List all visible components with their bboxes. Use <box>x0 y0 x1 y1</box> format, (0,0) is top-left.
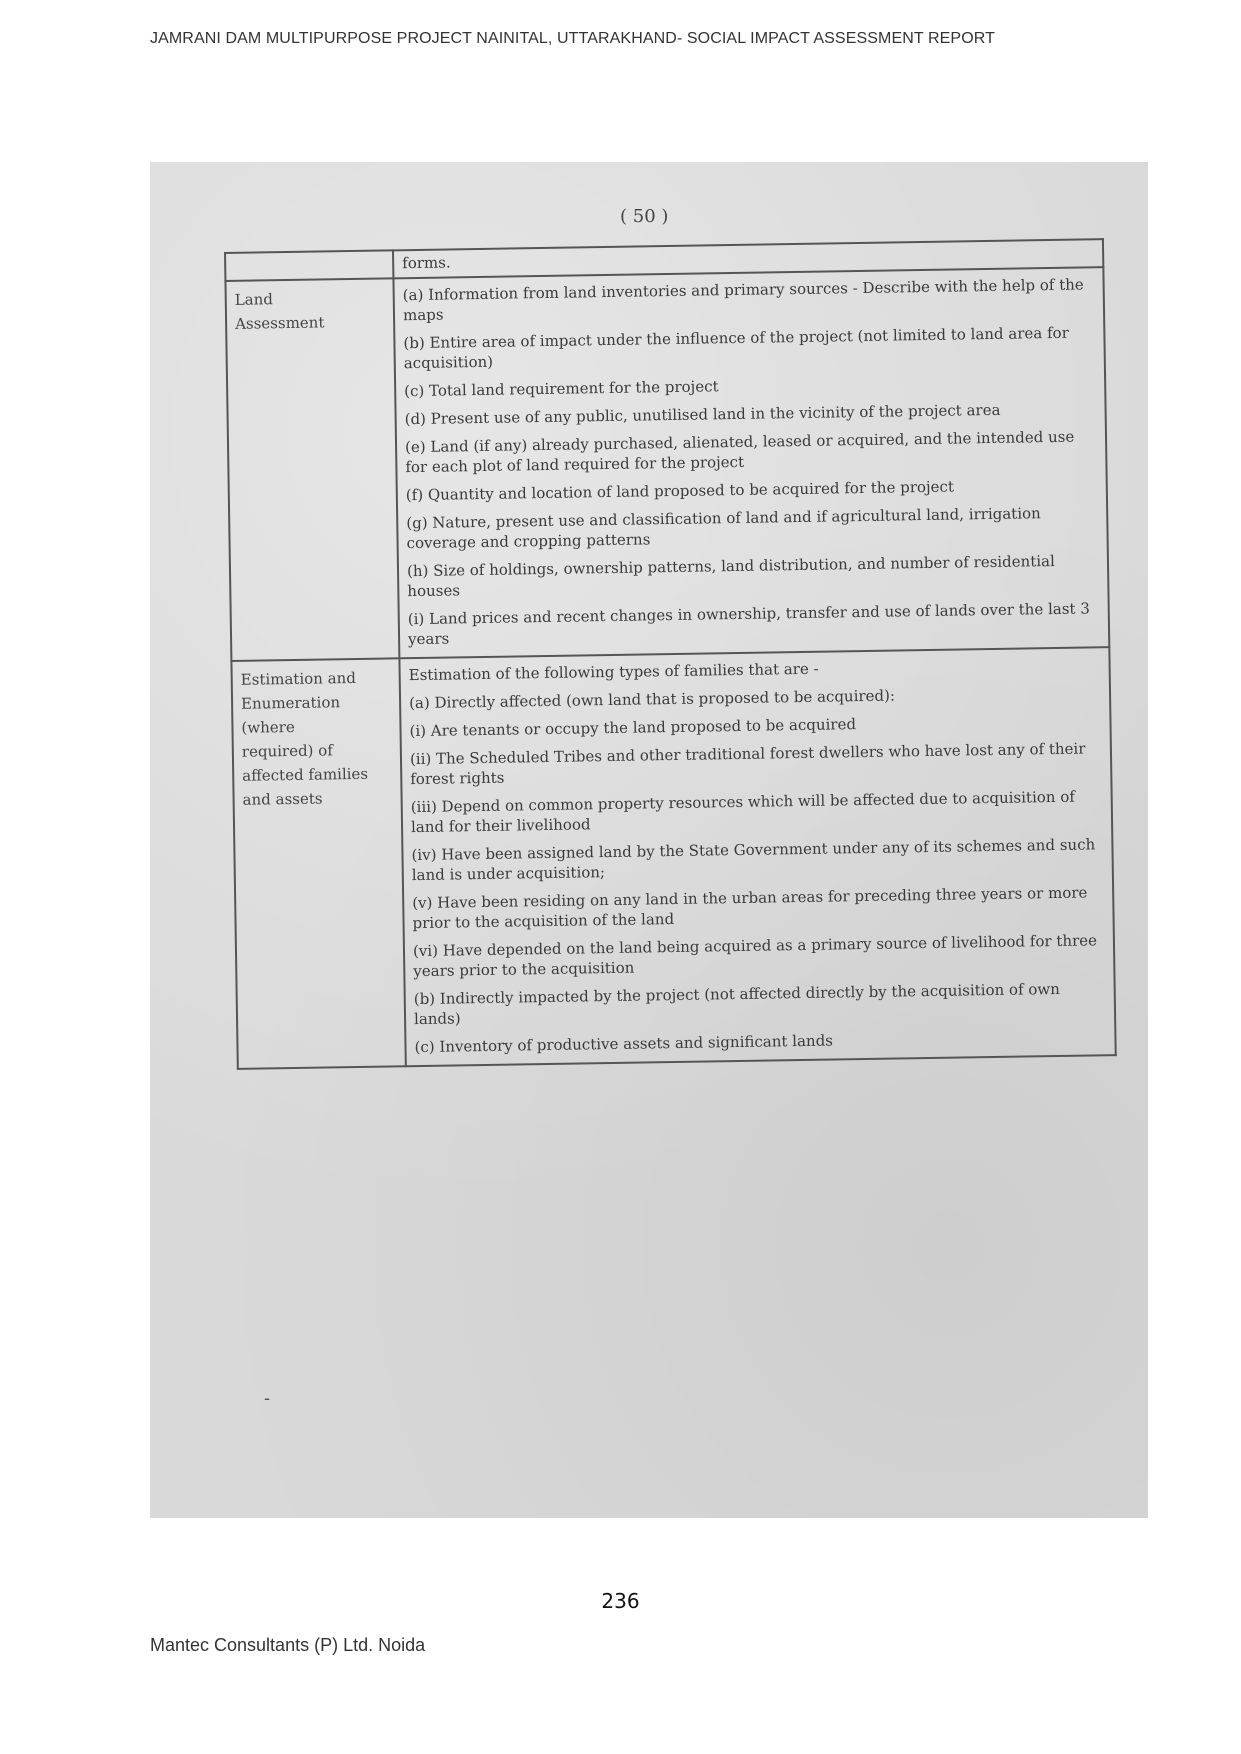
sia-contents-table <box>224 238 1117 1070</box>
list-item: (c) Total land requirement for the project <box>404 377 719 401</box>
list-item: (iv) Have been assigned land by the State Government under any of its schemes and such land is under acquisition; <box>411 835 1096 885</box>
row-label-cell <box>225 278 399 661</box>
list-item: (b) Indirectly impacted by the project (not affected directly by the acquisition of own lands) <box>413 979 1060 1029</box>
table-row-land-assessment <box>225 267 1109 661</box>
page-number: 236 <box>601 1589 640 1613</box>
list-item: (a) Information from land inventories and primary sources - Describe with the help of the maps <box>402 275 1084 325</box>
list-item: (a) Directly affected (own land that is proposed to be acquired): <box>408 686 896 713</box>
list-item: Estimation of the following types of families that are - <box>408 659 819 685</box>
scan-page-label: ( 50 ) <box>620 206 669 227</box>
scan-stray-mark: - <box>264 1388 270 1408</box>
row-label: Land Assessment <box>234 290 325 333</box>
continuation-text: forms. <box>402 253 451 273</box>
list-item: (g) Nature, present use and classification of land and if agricultural land, irrigation coverage and cropping patterns <box>406 504 1041 553</box>
row-items-cell <box>399 647 1115 1066</box>
row-label: Estimation and Enumeration (where required) of affected families and assets <box>240 668 369 809</box>
row-label-cell <box>231 658 405 1069</box>
running-header: JAMRANI DAM MULTIPURPOSE PROJECT NAINITAL, UTTARAKHAND- SOCIAL IMPACT ASSESSMENT REPORT <box>150 30 995 47</box>
list-item: (v) Have been residing on any land in the urban areas for preceding three years or more prior to the acquisition of the land <box>412 883 1088 933</box>
list-item: (vi) Have depended on the land being acquired as a primary source of livelihood for three years prior to the acquisition <box>412 931 1098 981</box>
list-item: (b) Entire area of impact under the influence of the project (not limited to land area for acquisition) <box>403 323 1069 373</box>
row-items-cell <box>393 267 1109 658</box>
scanned-page-image <box>150 162 1148 1518</box>
list-item: (ii) The Scheduled Tribes and other traditional forest dwellers who have lost any of their forest rights <box>409 739 1086 789</box>
list-item: (iii) Depend on common property resources which will be affected due to acquisition of land for their livelihood <box>410 787 1075 837</box>
list-item: (f) Quantity and location of land proposed to be acquired for the project <box>405 477 955 505</box>
list-item: (e) Land (if any) already purchased, alienated, leased or acquired, and the intended use for each plot of land required for the project <box>404 427 1075 477</box>
list-item: (h) Size of holdings, ownership patterns, land distribution, and number of residential houses <box>406 551 1055 601</box>
list-item: (i) Land prices and recent changes in ownership, transfer and use of lands over the last 3 years <box>407 599 1090 649</box>
table-row-estimation <box>231 647 1115 1069</box>
list-item: (i) Are tenants or occupy the land proposed to be acquired <box>409 715 857 741</box>
list-item: (c) Inventory of productive assets and significant lands <box>414 1031 834 1057</box>
running-footer: Mantec Consultants (P) Ltd. Noida <box>150 1635 426 1655</box>
list-item: (d) Present use of any public, unutilised land in the vicinity of the project area <box>404 400 1001 429</box>
table-cell <box>225 250 393 281</box>
